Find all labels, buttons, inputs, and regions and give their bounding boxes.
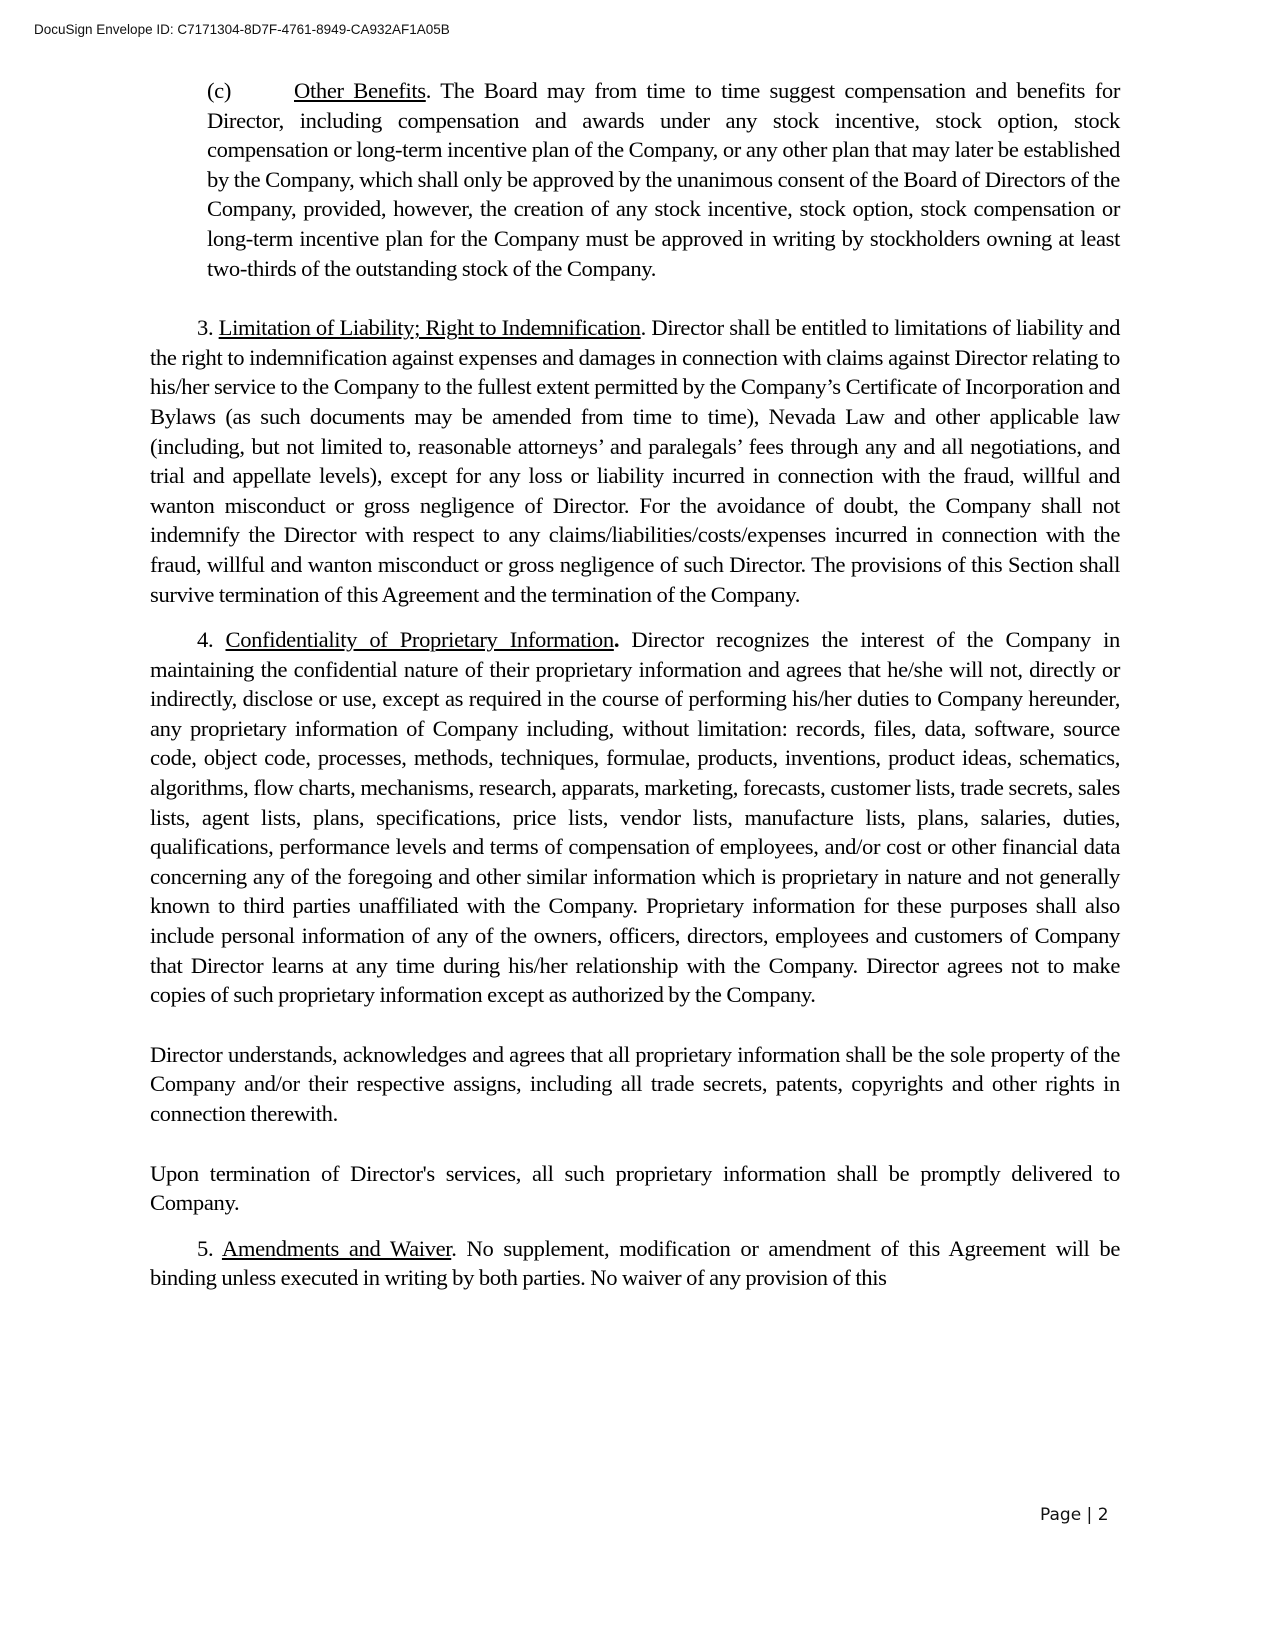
document-body bbox=[150, 76, 1120, 1293]
subsection-label: (c) bbox=[207, 78, 232, 103]
section-title: Confidentiality of Proprietary Information bbox=[225, 627, 614, 653]
section-4-return-paragraph: Upon termination of Director's services, all such proprietary information shall be promptly delivered to Company. bbox=[150, 1160, 1120, 1216]
section-number: 3. bbox=[197, 315, 219, 341]
subsection-other-benefits: (c) Other Benefits. The Board may from time to time suggest compensation and benefits for Director, including compensation and awards under any stock incentive, stock option, stock compensation or long-term incentive plan of the Company, or any other plan that may later be established by the Company, which shall only be approved by the unanimous consent of the Board of Directors of the Company, provided, however, the creation of any stock incentive, stock option, stock compensation or long-term incentive plan for the Company must be approved in writing by stockholders owning at least two-thirds of the outstanding stock of the Company. bbox=[207, 78, 1120, 281]
section-body: Director recognizes the interest of the Company in maintaining the confidential nature of their proprietary information and agrees that he/she will not, directly or indirectly, disclose or use, except as required in the course of performing his/her duties to Company hereunder, any proprietary information of Company including, without limitation: records, files, data, software, source code, object code, processes, methods, techniques, formulae, products, inventions, product ideas, schematics, algorithms, flow charts, mechanisms, research, apparats, marketing, forecasts, customer lists, trade secrets, sales lists, agent lists, plans, specifications, price lists, vendor lists, manufacture lists, plans, salaries, duties, qualifications, performance levels and terms of compensation of employees, and/or cost or other financial data concerning any of the foregoing and other similar information which is proprietary in nature and not generally known to third parties unaffiliated with the Company. Proprietary information for these purposes shall also include personal information of any of the owners, officers, directors, employees and customers of Company that Director learns at any time during his/her relationship with the Company. Director agrees not to make copies of such proprietary information except as authorized by the Company. bbox=[150, 627, 1121, 1008]
section-number: 5. bbox=[197, 1235, 222, 1261]
section-5-amendments-and-waiver: 5. Amendments and Waiver. No supplement, modification or amendment of this Agreement will be binding unless executed in writing by both parties. No waiver of any provision of this bbox=[150, 1235, 1120, 1291]
docusign-envelope-id: DocuSign Envelope ID: C7171304-8D7F-4761-8949-CA932AF1A05B bbox=[34, 22, 450, 37]
section-4-confidentiality: 4. Confidentiality of Proprietary Information. Director recognizes the interest of the Company in maintaining the confidential nature of their proprietary information and agrees that he/she will not, directly or indirectly, disclose or use, except as required in the course of performing his/her duties to Company hereunder, any proprietary information of Company including, without limitation: records, files, data, software, source code, object code, processes, methods, techniques, formulae, products, inventions, product ideas, schematics, algorithms, flow charts, mechanisms, research, apparats, marketing, forecasts, customer lists, trade secrets, sales lists, agent lists, plans, specifications, price lists, vendor lists, manufacture lists, plans, salaries, duties, qualifications, performance levels and terms of compensation of employees, and/or cost or other financial data concerning any of the foregoing and other similar information which is proprietary in nature and not generally known to third parties unaffiliated with the Company. Proprietary information for these purposes shall also include personal information of any of the owners, officers, directors, employees and customers of Company that Director learns at any time during his/her relationship with the Company. Director agrees not to make copies of such proprietary information except as authorized by the Company. bbox=[150, 627, 1121, 1008]
section-number: 4. bbox=[197, 627, 226, 653]
section-3-limitation-of-liability: 3. Limitation of Liability; Right to Indemnification. Director shall be entitled to limitations of liability and the right to indemnification against expenses and damages in connection with claims against Director relating to his/her service to the Company to the fullest extent permitted by the Company’s Certificate of Incorporation and Bylaws (as such documents may be amended from time to time), Nevada Law and other applicable law (including, but not limited to, reasonable attorneys’ and paralegals’ fees through any and all negotiations, and trial and appellate levels), except for any loss or liability incurred in connection with the fraud, willful and wanton misconduct or gross negligence of Director. For the avoidance of doubt, the Company shall not indemnify the Director with respect to any claims/liabilities/costs/expenses incurred in connection with the fraud, willful and wanton misconduct or gross negligence of such Director. The provisions of this Section shall survive termination of this Agreement and the termination of the Company. bbox=[150, 315, 1121, 607]
section-title: Limitation of Liability; Right to Indemnification bbox=[218, 315, 641, 341]
section-4-ownership-paragraph: Director understands, acknowledges and agrees that all proprietary information shall be the sole property of the Company and/or their respective assigns, including all trade secrets, patents, copyrights and other rights in connection therewith. bbox=[150, 1041, 1120, 1126]
subsection-title: Other Benefits bbox=[294, 78, 426, 103]
page-number: Page | 2 bbox=[1040, 1505, 1109, 1525]
section-title: Amendments and Waiver bbox=[221, 1235, 452, 1261]
section-body: No supplement, modification or amendment of this Agreement will be binding unless executed in writing by both parties. No waiver of any provision of this bbox=[150, 1235, 1120, 1291]
section-body: Director shall be entitled to limitations of liability and the right to indemnification against expenses and damages in connection with claims against Director relating to his/her service to the Company to the fullest extent permitted by the Company’s Certificate of Incorporation and Bylaws (as such documents may be amended from time to time), Nevada Law and other applicable law (including, but not limited to, reasonable attorneys’ and paralegals’ fees through any and all negotiations, and trial and appellate levels), except for any loss or liability incurred in connection with the fraud, willful and wanton misconduct or gross negligence of Director. For the avoidance of doubt, the Company shall not indemnify the Director with respect to any claims/liabilities/costs/expenses incurred in connection with the fraud, willful and wanton misconduct or gross negligence of such Director. The provisions of this Section shall survive termination of this Agreement and the termination of the Company. bbox=[150, 315, 1121, 607]
subsection-body: The Board may from time to time suggest compensation and benefits for Director, including compensation and awards under any stock incentive, stock option, stock compensation or long-term incentive plan of the Company, or any other plan that may later be established by the Company, which shall only be approved by the unanimous consent of the Board of Directors of the Company, provided, however, the creation of any stock incentive, stock option, stock compensation or long-term incentive plan for the Company must be approved in writing by stockholders owning at least two-thirds of the outstanding stock of the Company. bbox=[207, 78, 1120, 281]
